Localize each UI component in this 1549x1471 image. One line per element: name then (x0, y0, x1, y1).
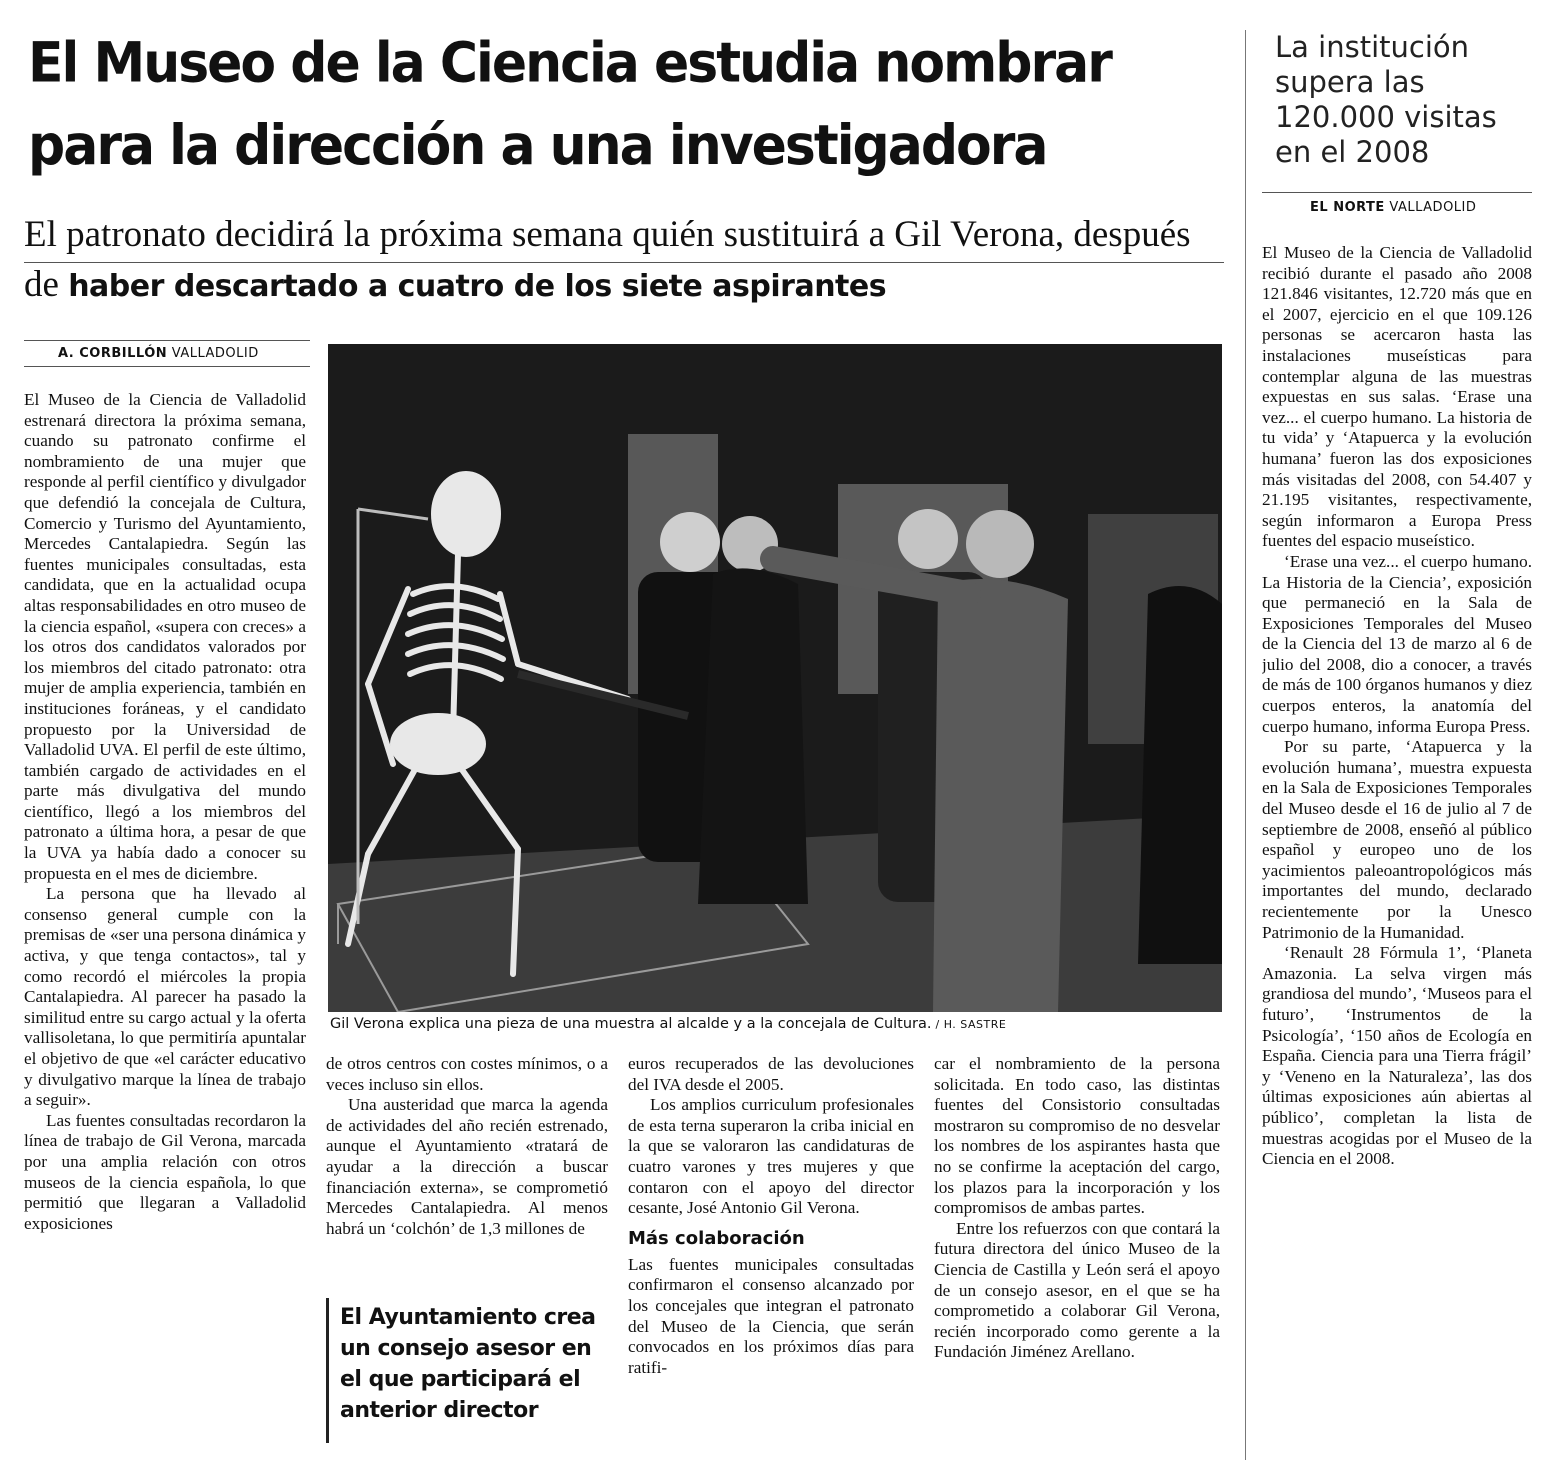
article-paragraph: La persona que ha llevado al consenso general cumple con la premisas de «ser una persona dinámica y activa, y que tenga contactos», tal y como recordó el miércoles la propia Cantalapiedra. Al parecer ha pasado la similitud entre su cargo actual y la oferta vallisoletana, lo que permitiría apuntalar el objetivo de que «el carácter educativo y divulgativo marque la línea de trabajo a seguir». (24, 884, 306, 1110)
article-paragraph: Una austeridad que marca la agenda de actividades del año recién estrenado, aunque el Ayuntamiento «tratará de ayudar a la dirección a buscar financiación externa», se comprometió Mercedes Cantalapiedra. Al menos habrá un ‘colchón’ de 1,3 millones de (326, 1095, 608, 1238)
section-subtitle: Más colaboración (628, 1227, 805, 1249)
pullquote-rule (326, 1298, 329, 1443)
sidebar-rule (1262, 192, 1532, 193)
pullquote-text: El Ayuntamiento crea un consejo asesor en el que participará el anterior director (340, 1305, 596, 1423)
article-paragraph: de otros centros con costes mínimos, o a veces incluso sin ellos. (326, 1054, 608, 1094)
byline-rule-bottom (24, 366, 310, 367)
headline: El Museo de la Ciencia estudia nombrar para la dirección a una investigadora (28, 31, 1111, 178)
sidebar-paragraph: ‘Renault 28 Fórmula 1’, ‘Planeta Amazonia. La selva virgen más grandiosa del mundo’, ‘Museos para el futuro’, ‘Instrumentos de la Psicología’, ‘150 años de Ecología en España. Ciencia para una Tierra frágil’ y ‘Veneno en la Naturaleza’, las dos últimas exposiciones aún abiertas al público’, completan la lista de muestras acogidas por el Museo de la Ciencia en el 2008. (1262, 943, 1532, 1169)
sidebar-byline-place: VALLADOLID (1384, 200, 1477, 215)
photo-illustration (328, 344, 1222, 1012)
subheadline-part1: El patronato decidirá la próxima semana quién sustituirá a Gil Verona, después de (24, 214, 1191, 305)
article-paragraph: euros recuperados de las devoluciones del IVA desde el 2005. (628, 1054, 914, 1094)
subheadline (24, 210, 1234, 312)
article-column-4 (934, 1054, 1220, 1464)
article-paragraph: El Museo de la Ciencia de Valladolid estrenará directora la próxima semana, cuando su patronato confirme el nombramiento de una mujer que responde al perfil científico y divulgador que defendió la concejala de Cultura, Comercio y Turismo del Ayuntamiento, Mercedes Cantalapiedra. Según las fuentes municipales consultadas, esta candidata, que en la actualidad ocupa altas responsabilidades en otro museo de la ciencia español, «supera con creces» a los otros dos candidatos valorados por los miembros del citado patronato: otra mujer de amplia experiencia, también en instituciones foráneas, y el candidato propuesto por la Universidad de Valladolid UVA. El perfil de este último, también cargado de actividades en el parte más divulgativa del mundo científico, llegó a los miembros del patronato a última hora, a pesar de que la UVA ya había dado a conocer su propuesta en el mes de diciembre. (24, 390, 306, 883)
sidebar-byline-name: EL NORTE (1310, 200, 1385, 215)
article-column-1 (24, 390, 306, 1455)
article-column-2 (326, 1054, 608, 1294)
news-photo (328, 344, 1222, 1012)
sidebar-paragraph: El Museo de la Ciencia de Valladolid recibió durante el pasado año 2008 121.846 visitantes, 12.720 más que en el 2007, ejercicio en el que 109.126 personas se acercaron hasta las instalaciones museísticas para contemplar alguna de las muestras expuestas en sus salas. ‘Erase una vez... el cuerpo humano. La historia de tu vida’ y ‘Atapuerca y la evolución humana’ fueron las dos exposiciones más visitadas del 2008, con 54.407 y 21.195 visitantes, respectivamente, según informaron a Europa Press fuentes del espacio museístico. (1262, 243, 1532, 551)
main-byline-name: A. CORBILLÓN (58, 346, 168, 361)
sidebar-byline (1310, 200, 1476, 215)
article-paragraph: Entre los refuerzos con que contará la futura directora del único Museo de la Ciencia de Castilla y León será el apoyo de un consejo asesor, en el que se ha comprometido a colaborar Gil Verona, recién incorporado como gerente a la Fundación Jiménez Arellano. (934, 1218, 1220, 1362)
sidebar-headline: La institución supera las 120.000 visitas en el 2008 (1275, 30, 1497, 169)
sidebar-paragraph: ‘Erase una vez... el cuerpo humano. La Historia de la Ciencia’, exposición que permaneció en la Sala de Exposiciones Temporales del Museo de la Ciencia del 13 de marzo al 6 de julio del 2008, dio a conocer, a través de más de 100 órganos humanos y diez cuerpos enteros, la anatomía del cuerpo humano, informa Europa Press. (1262, 551, 1532, 736)
article-paragraph: Las fuentes municipales consultadas confirmaron el consenso alcanzado por los concejales que integran el patronato del Museo de la Ciencia, que serán convocados en los próximos días para ratifi- (628, 1254, 914, 1377)
main-byline (58, 346, 259, 361)
subheadline-rule (24, 262, 1224, 263)
article-paragraph: Los amplios curriculum profesionales de esta terna superaron la criba inicial en la que se valoraron las candidaturas de cuatro varones y tres mujeres y que contaron con el apoyo del director cesante, José Antonio Gil Verona. (628, 1095, 914, 1218)
sidebar-body (1262, 243, 1532, 1463)
article-paragraph: car el nombramiento de la persona solicitada. En todo caso, las distintas fuentes del Consistorio consultadas mostraron su compromiso de no desvelar los nombres de los aspirantes hasta que no se confirme la aceptación del cargo, los plazos para la incorporación y los compromisos de ambas partes. (934, 1054, 1220, 1218)
pullquote-box (326, 1298, 612, 1448)
main-byline-place: VALLADOLID (167, 346, 259, 361)
photo-credit: / H. SASTRE (931, 1018, 1007, 1031)
byline-rule-top (24, 340, 310, 341)
subheadline-part2: haber descartado a cuatro de los siete aspirantes (68, 269, 887, 304)
caption-text: Gil Verona explica una pieza de una muestra al alcalde y a la concejala de Cultura. (330, 1016, 932, 1032)
column-divider (1245, 30, 1246, 1460)
article-paragraph: Las fuentes consultadas recordaron la línea de trabajo de Gil Verona, marcada por una amplia relación con otros museos de la ciencia española, lo que permitió que llegaran a Valladolid exposiciones (24, 1110, 306, 1233)
sidebar-paragraph: Por su parte, ‘Atapuerca y la evolución humana’, muestra expuesta en la Sala de Exposiciones Temporales del Museo desde el 16 de julio al 7 de septiembre de 2008, enseñó al público español y europeo uno de los yacimientos paleoantropológicos más importantes del mundo, declarado recientemente por la Unesco Patrimonio de la Humanidad. (1262, 737, 1532, 942)
photo-caption (330, 1016, 1220, 1032)
article-column-3 (628, 1054, 914, 1464)
